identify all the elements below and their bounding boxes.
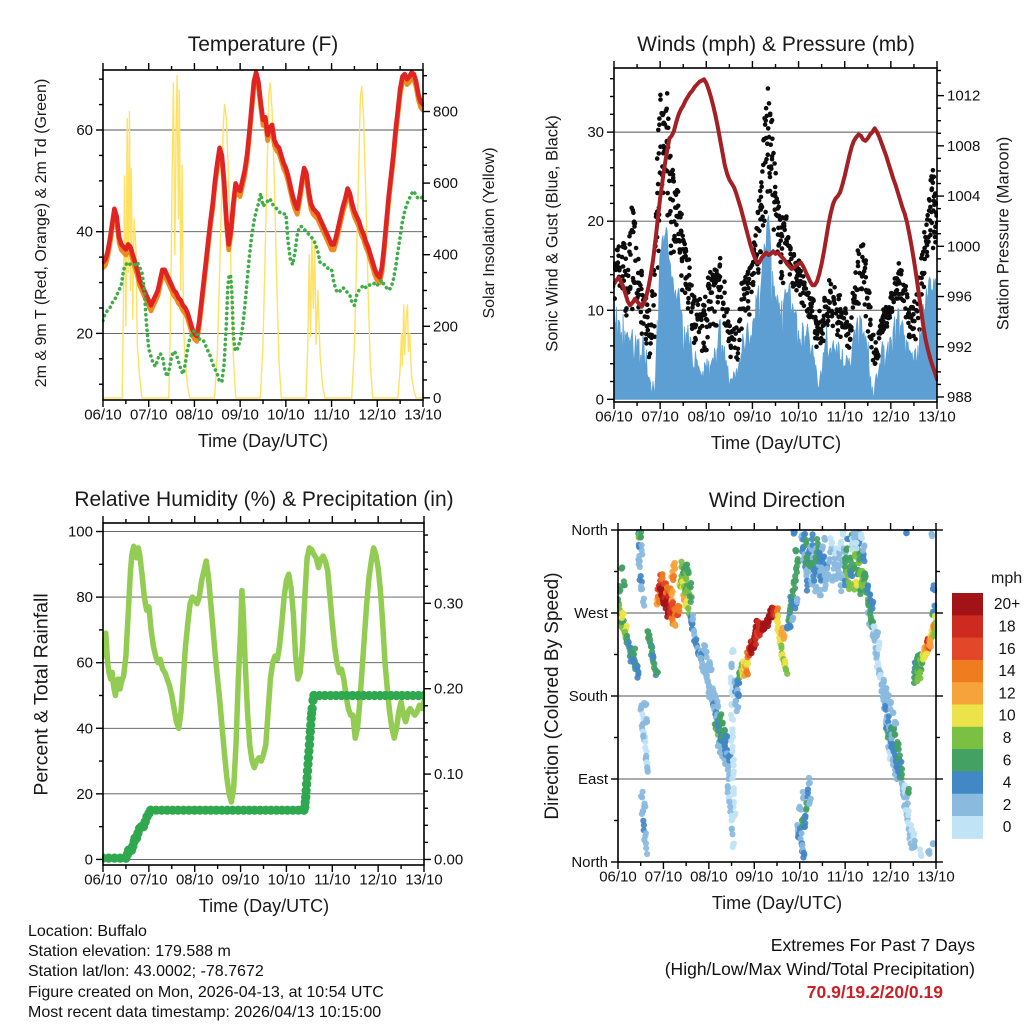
extremes-subtitle: (High/Low/Max Wind/Total Precipitation) [664,958,975,979]
y-tick-label: 0.00 [434,851,464,869]
x-tick-label: 12/10 [871,868,910,886]
x-tick-label: 13/10 [917,868,955,886]
x-tick-label: 09/10 [221,406,259,424]
y-tick-label: South [568,688,608,705]
wind-direction-title: Wind Direction [708,489,846,512]
colorbar-tick-label: 12 [998,685,1016,703]
x-tick-label: 09/10 [221,871,260,889]
rh-precip-title: Relative Humidity (%) & Precipitation (in) [74,488,454,511]
temperature-title: Temperature (F) [187,33,339,56]
colorbar-tick-label: 8 [1002,729,1012,747]
y-tick-label: 996 [947,288,973,306]
x-tick-label: 10/10 [779,408,818,426]
y-tick-label: East [577,771,608,788]
colorbar-tick-label: 16 [998,640,1016,658]
y-tick-label: 30 [587,124,604,142]
x-tick-label: 06/10 [84,406,122,424]
y-tick-label: 1004 [947,188,981,206]
y-tick-label: North [571,522,608,539]
y-tick-label: 0.20 [434,680,464,698]
colorbar-tick-label: 2 [1002,796,1012,814]
y-tick-label: 1008 [947,137,981,155]
rh-precip-y-left-label: Percent & Total Rainfall [30,593,53,796]
relative_humidity [103,546,424,802]
y-tick-label: 100 [67,523,93,541]
y-tick-label: 988 [947,388,973,406]
colorbar-units-label: mph [991,570,1023,587]
x-tick-label: 07/10 [130,871,168,889]
x-tick-label: 13/10 [404,406,442,424]
y-tick-label: 20 [76,785,93,803]
station-latlon: Station lat/lon: 43.0002; -78.7672 [28,963,264,981]
y-tick-label: 1000 [947,238,981,256]
temperature-y-right-label: Solar Insolation (Yellow) [481,147,498,319]
x-tick-label: 06/10 [595,408,633,426]
y-tick-label: 20 [587,213,604,231]
y-tick-label: 40 [76,223,93,241]
colorbar-tick-label: 18 [998,618,1016,636]
temperature-y-left-label: 2m & 9m T (Red, Orange) & 2m Td (Green) [33,78,50,388]
rh-precip-x-label: Time (Day/UTC) [198,896,330,916]
colorbar-tick-label: 10 [998,707,1016,725]
x-tick-label: 10/10 [267,406,305,424]
colorbar-tick-label: 20+ [993,596,1021,614]
temperature-panel [76,63,458,424]
x-tick-label: 11/10 [826,408,863,426]
y-tick-label: 20 [76,325,93,343]
winds-pressure-y-right-label: Station Pressure (Maroon) [994,136,1013,331]
station-info [28,922,384,1023]
x-tick-label: 13/10 [918,408,956,426]
extremes-block [575,934,975,1005]
x-tick-label: 13/10 [405,871,443,889]
y-tick-label: 400 [433,246,459,264]
y-tick-label: 60 [76,122,93,139]
y-tick-label: 60 [76,654,93,672]
x-tick-label: 08/10 [687,408,726,426]
x-tick-label: 08/10 [175,406,214,424]
y-tick-label: North [571,854,608,871]
x-tick-label: 11/10 [826,868,864,886]
colorbar-tick-label: 4 [1002,774,1012,792]
x-tick-label: 12/10 [358,406,397,424]
colorbar-tick-label: 6 [1002,752,1012,770]
wind_direction-axes [569,522,955,886]
x-tick-label: 09/10 [733,408,772,426]
y-tick-label: 1012 [947,87,981,105]
wind-direction-x-label: Time (Day/UTC) [711,893,843,913]
extremes-title: Extremes For Past 7 Days [770,935,975,955]
y-tick-label: 0 [595,391,604,409]
wind-direction-y-left-label: Direction (Colored By Speed) [542,572,563,820]
station-location: Location: Buffalo [28,923,147,940]
winds-pressure-y-left-label: Sonic Wind & Gust (Blue, Black) [543,115,562,352]
y-tick-label: 0 [84,851,93,869]
x-tick-label: 11/10 [314,871,351,889]
station-elevation: Station elevation: 179.588 m [28,943,231,961]
y-tick-label: 0 [433,389,442,407]
extremes-values: 70.9/19.2/20/0.19 [806,982,943,1002]
x-tick-label: 12/10 [872,408,910,426]
x-tick-label: 08/10 [175,871,214,889]
x-tick-label: 10/10 [267,871,306,889]
y-tick-label: 40 [76,720,93,738]
x-tick-label: 11/10 [313,406,350,424]
x-tick-label: 07/10 [641,408,679,426]
colorbar-tick-label: 0 [1002,819,1012,837]
wind_direction-panel [569,522,955,886]
temperature-x-label: Time (Day/UTC) [197,431,329,451]
x-tick-label: 07/10 [644,868,683,886]
x-tick-label: 09/10 [735,868,774,886]
figure-created-time: Figure created on Mon, 2026-04-13, at 10:54 UTC [28,983,384,1001]
y-tick-label: 600 [433,175,459,193]
rh_precip-panel [68,516,463,889]
x-tick-label: 06/10 [599,868,637,886]
x-tick-label: 06/10 [84,871,122,889]
direction_scatter [614,528,940,861]
y-tick-label: 800 [433,103,459,121]
y-tick-label: 992 [947,338,973,356]
x-tick-label: 10/10 [780,868,819,886]
y-tick-label: 0.30 [434,595,464,613]
y-tick-label: West [574,605,608,622]
winds-pressure-title: Winds (mph) & Pressure (mb) [637,33,915,56]
winds_pressure-panel [587,61,980,426]
winds-pressure-x-label: Time (Day/UTC) [710,433,842,453]
colorbar-tick-label: 14 [998,663,1016,681]
most-recent-timestamp: Most recent data timestamp: 2026/04/13 10:15:00 [28,1003,382,1021]
speed-colorbar [952,593,1020,839]
y-tick-label: 80 [76,589,93,607]
y-tick-label: 10 [587,302,604,320]
x-tick-label: 12/10 [359,871,397,889]
y-tick-label: 200 [433,318,459,336]
x-tick-label: 08/10 [690,868,728,886]
x-tick-label: 07/10 [129,406,168,424]
y-tick-label: 0.10 [434,766,464,784]
total_rainfall [98,691,428,863]
